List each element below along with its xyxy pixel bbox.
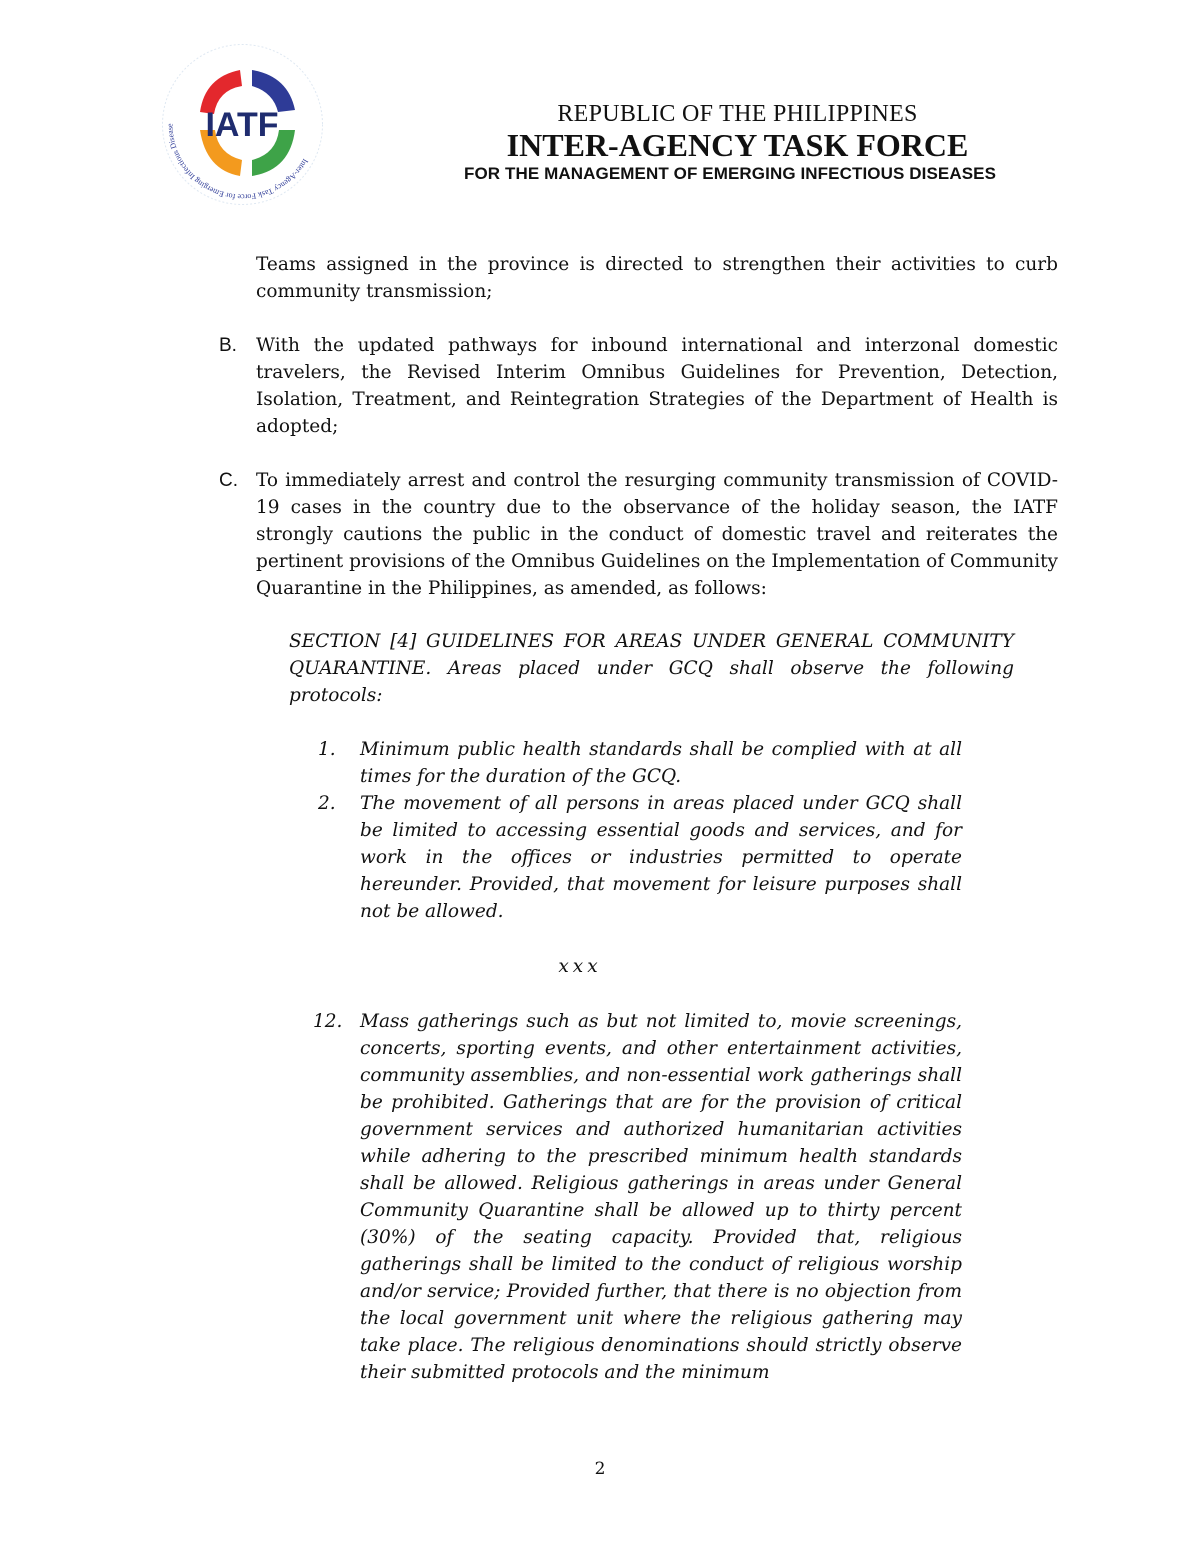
omission-separator: xxx (558, 956, 602, 977)
letterhead (330, 100, 1130, 186)
page-number: 2 (594, 1459, 606, 1479)
header-republic: REPUBLIC OF THE PHILIPPINES (557, 101, 918, 127)
logo-text: IATF (205, 106, 279, 144)
list-item: The movement of all persons in areas placed under GCQ shall be limited to accessing essential goods and services, and for work in the offices or industries permitted to operate hereunder. Provided, that movement for leisure purposes shall not be allowed. (360, 793, 962, 922)
item-b-letter: B. (219, 335, 237, 356)
iatf-logo (160, 42, 325, 207)
continuation-paragraph: Teams assigned in the province is directed to strengthen their activities to curb community transmission; (256, 254, 1058, 302)
list-number: 2. (318, 793, 336, 814)
header-subtitle: FOR THE MANAGEMENT OF EMERGING INFECTIOUS DISEASES (463, 164, 997, 183)
list-item-12: Mass gatherings such as but not limited to, movie screenings, concerts, sporting events, and other entertainment activities, community assemblies, and non-essential work gatherings shall be prohibited. Gatherings that are for the provision of critical government services and authorized humanitarian activities while adhering to the prescribed minimum health standards shall be allowed. Religious gatherings in areas under General Community Quarantine shall be allowed up to thirty percent (30%) of the seating capacity. Provided that, religious gatherings shall be limited to the conduct of religious worship and/or service; Provided further, that there is no objection from the local government unit where the religious gathering may take place. The religious denominations should strictly observe their submitted protocols and the minimum (360, 1011, 962, 1383)
list-item: Minimum public health standards shall be complied with at all times for the duration of the GCQ. (360, 739, 962, 787)
logo-ring-text: Inter-Agency Task Force for Emerging Infectious Disease (165, 123, 310, 202)
header-task-force: INTER-AGENCY TASK FORCE (506, 127, 969, 163)
item-c-text: To immediately arrest and control the resurging community transmission of COVID-19 cases in the country due to the observance of the holiday season, the IATF strongly cautions the public in the conduct of domestic travel and reiterates the pertinent provisions of the Omnibus Guidelines on the Implementation of Community Quarantine in the Philippines, as amended, as follows: (256, 470, 1058, 599)
list-number: 1. (318, 739, 336, 760)
item-c-letter: C. (219, 470, 238, 491)
section-4-heading: SECTION [4] GUIDELINES FOR AREAS UNDER GENERAL COMMUNITY QUARANTINE. Areas placed under GCQ shall observe the following protocols: (289, 631, 1014, 706)
list-number: 12. (313, 1011, 343, 1032)
item-b-text: With the updated pathways for inbound international and interzonal domestic travelers, the Revised Interim Omnibus Guidelines for Prevention, Detection, Isolation, Treatment, and Reintegration Strategies of the Department of Health is adopted; (256, 335, 1058, 437)
